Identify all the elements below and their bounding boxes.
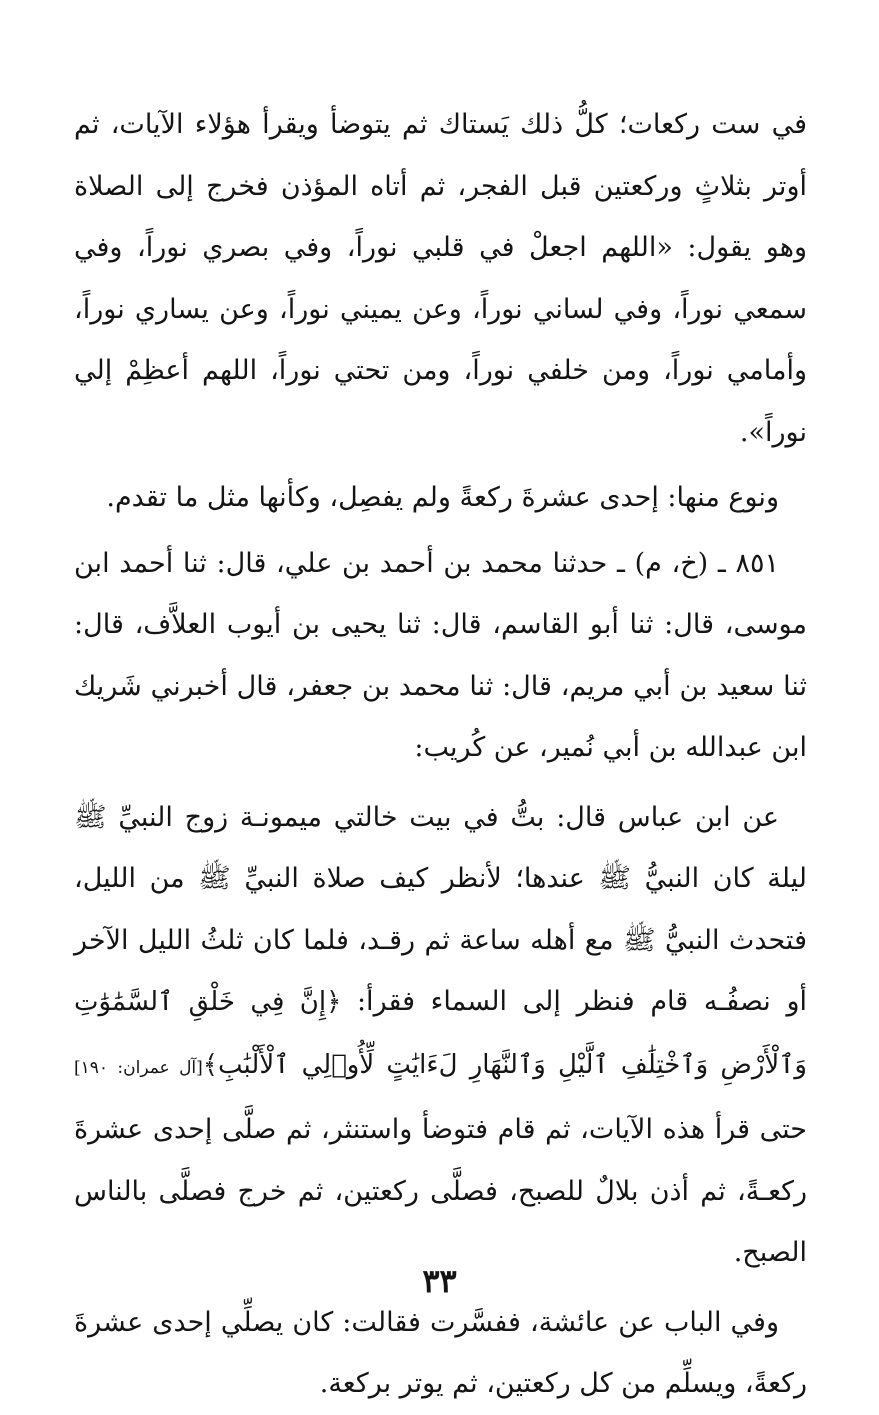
- paragraph-hadith-chain: ٨٥١ ـ (خ، م) ـ حدثنا محمد بن أحمد بن علي، قال: ثنا أحمد ابن موسى، قال: ثنا أبو القاسم، قال: ثنا يحيى بن أيوب العلاَّف، قال: ثنا سعيد بن أبي مريم، قال: ثنا محمد بن جعفر، قال أخبرني شَريك ابن عبدالله بن أبي نُمير، عن كُريب:: [74, 547, 807, 763]
- hadith-text-after: حتى قرأ هذه الآيات، ثم قام فتوضأ واستنثر، ثم صلَّى إحدى عشرةَ ركعـةً، ثم أذن بلالٌ للصبح، فصلَّى ركعتين، ثم خرج فصلَّى بالناس الصبح.: [74, 1114, 807, 1268]
- quran-verse: ﴿إِنَّ فِي خَلْقِ ٱلسَّمَٰوَٰتِ وَٱلْأَرْضِ وَٱخْتِلَٰفِ ٱلَّيْلِ وَٱلنَّهَارِ لَءَايَٰتٍ لِّأُو۟لِي ٱلْأَلْبَٰبِ﴾: [74, 987, 807, 1080]
- paragraph-continuation: في ست ركعات؛ كلُّ ذلك يَستاك ثم يتوضأ ويقرأ هؤلاء الآيات، ثم أوتر بثلاثٍ وركعتين قبل الفجر، ثم أتاه المؤذن فخرج إلى الصلاة وهو يقول: «اللهم اجعلْ في قلبي نوراً، وفي بصري نوراً، وفي سمعي نوراً، وفي لساني نوراً، وعن يميني نوراً، وعن يساري نوراً، وأمامي نوراً، ومن خلفي نوراً، ومن تحتي نوراً، اللهم أعظِمْ إلي نوراً».: [74, 109, 807, 448]
- paragraph-chapter-note: وفي الباب عن عائشة، ففسَّرت فقالت: كان يصلِّي إحدى عشرةَ ركعةً، ويسلِّم من كل ركعتين، ثم يوتر بركعة.: [74, 1306, 807, 1399]
- page-body: [74, 94, 807, 1415]
- page-number: ٣٣: [422, 1262, 457, 1300]
- paragraph-type-note: ونوع منها: إحدى عشرةَ ركعةً ولم يفصِل، وكأنها مثل ما تقدم.: [106, 482, 779, 513]
- quran-reference: [آل عمران: ١٩٠]: [74, 1057, 203, 1078]
- hadith-text-before: عن ابن عباس قال: بتُّ في بيت خالتي ميمونـة زوج النبيِّ ﷺ ليلة كان النبيُّ ﷺ عندها؛ لأنظر كيف صلاة النبيِّ ﷺ من الليل، فتحدث النبيُّ ﷺ مع أهله ساعة ثم رقـد، فلما كان ثلثُ الليل الآخر أو نصفُـه قام فنظر إلى السماء فقرأ:: [74, 801, 808, 1017]
- paragraph-hadith-text: [74, 787, 807, 1284]
